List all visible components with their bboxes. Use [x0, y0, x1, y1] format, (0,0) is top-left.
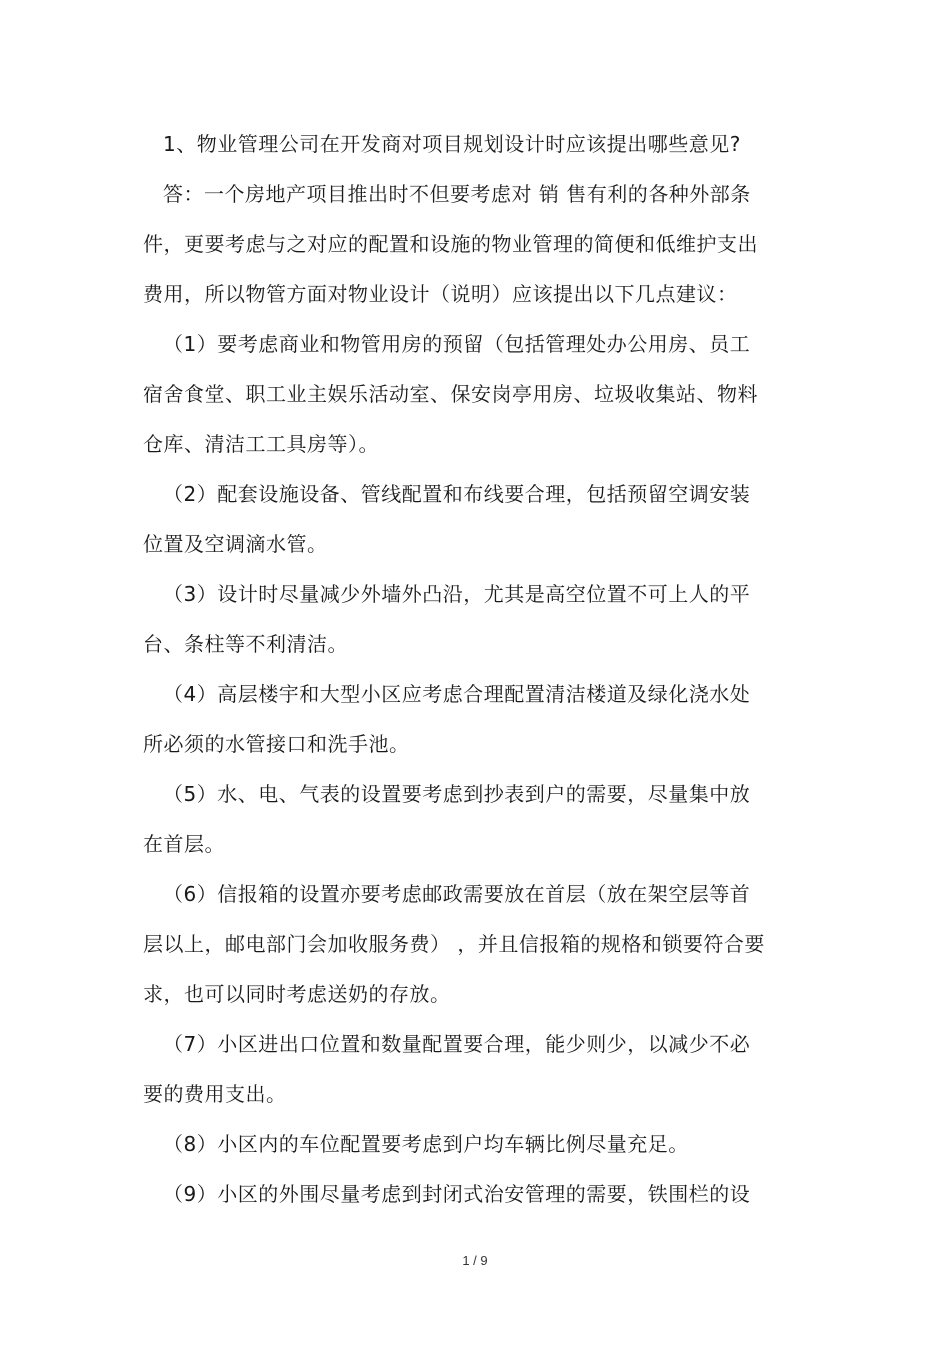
question-heading: 1、物业管理公司在开发商对项目规划设计时应该提出哪些意见?: [163, 132, 741, 156]
answer-line: 答：一个房地产项目推出时不但要考虑对 销 售有利的各种外部条: [163, 182, 751, 206]
list-item-6-cont: 求，也可以同时考虑送奶的存放。: [143, 982, 451, 1006]
list-item-2-cont: 位置及空调滴水管。: [143, 532, 328, 556]
list-item-4-cont: 所必须的水管接口和洗手池。: [143, 732, 410, 756]
page-number: 1 / 9: [462, 1253, 488, 1268]
answer-line: 件，更要考虑与之对应的配置和设施的物业管理的简便和低维护支出: [143, 232, 758, 256]
list-item-6-cont: 层以上，邮电部门会加收服务费） ，并且信报箱的规格和锁要符合要: [143, 932, 765, 956]
answer-line: 费用，所以物管方面对物业设计（说明）应该提出以下几点建议：: [143, 282, 738, 306]
list-item-6: （6）信报箱的设置亦要考虑邮政需要放在首层（放在架空层等首: [163, 882, 751, 906]
list-item-5-cont: 在首层。: [143, 832, 225, 856]
list-item-3-cont: 台、条柱等不利清洁。: [143, 632, 348, 656]
list-item-1-cont: 仓库、清洁工工具房等）。: [143, 432, 379, 456]
list-item-7-cont: 要的费用支出。: [143, 1082, 287, 1106]
list-item-9: （9）小区的外围尽量考虑到封闭式治安管理的需要，铁围栏的设: [163, 1182, 751, 1206]
list-item-8: （8）小区内的车位配置要考虑到户均车辆比例尽量充足。: [163, 1132, 689, 1156]
list-item-5: （5）水、电、气表的设置要考虑到抄表到户的需要，尽量集中放: [163, 782, 751, 806]
list-item-1: （1）要考虑商业和物管用房的预留（包括管理处办公用房、员工: [163, 332, 751, 356]
list-item-2: （2）配套设施设备、管线配置和布线要合理，包括预留空调安装: [163, 482, 751, 506]
list-item-1-cont: 宿舍食堂、职工业主娱乐活动室、保安岗亭用房、垃圾收集站、物料: [143, 382, 758, 406]
list-item-4: （4）高层楼宇和大型小区应考虑合理配置清洁楼道及绿化浇水处: [163, 682, 751, 706]
list-item-3: （3）设计时尽量减少外墙外凸沿，尤其是高空位置不可上人的平: [163, 582, 751, 606]
list-item-7: （7）小区进出口位置和数量配置要合理，能少则少，以减少不必: [163, 1032, 751, 1056]
